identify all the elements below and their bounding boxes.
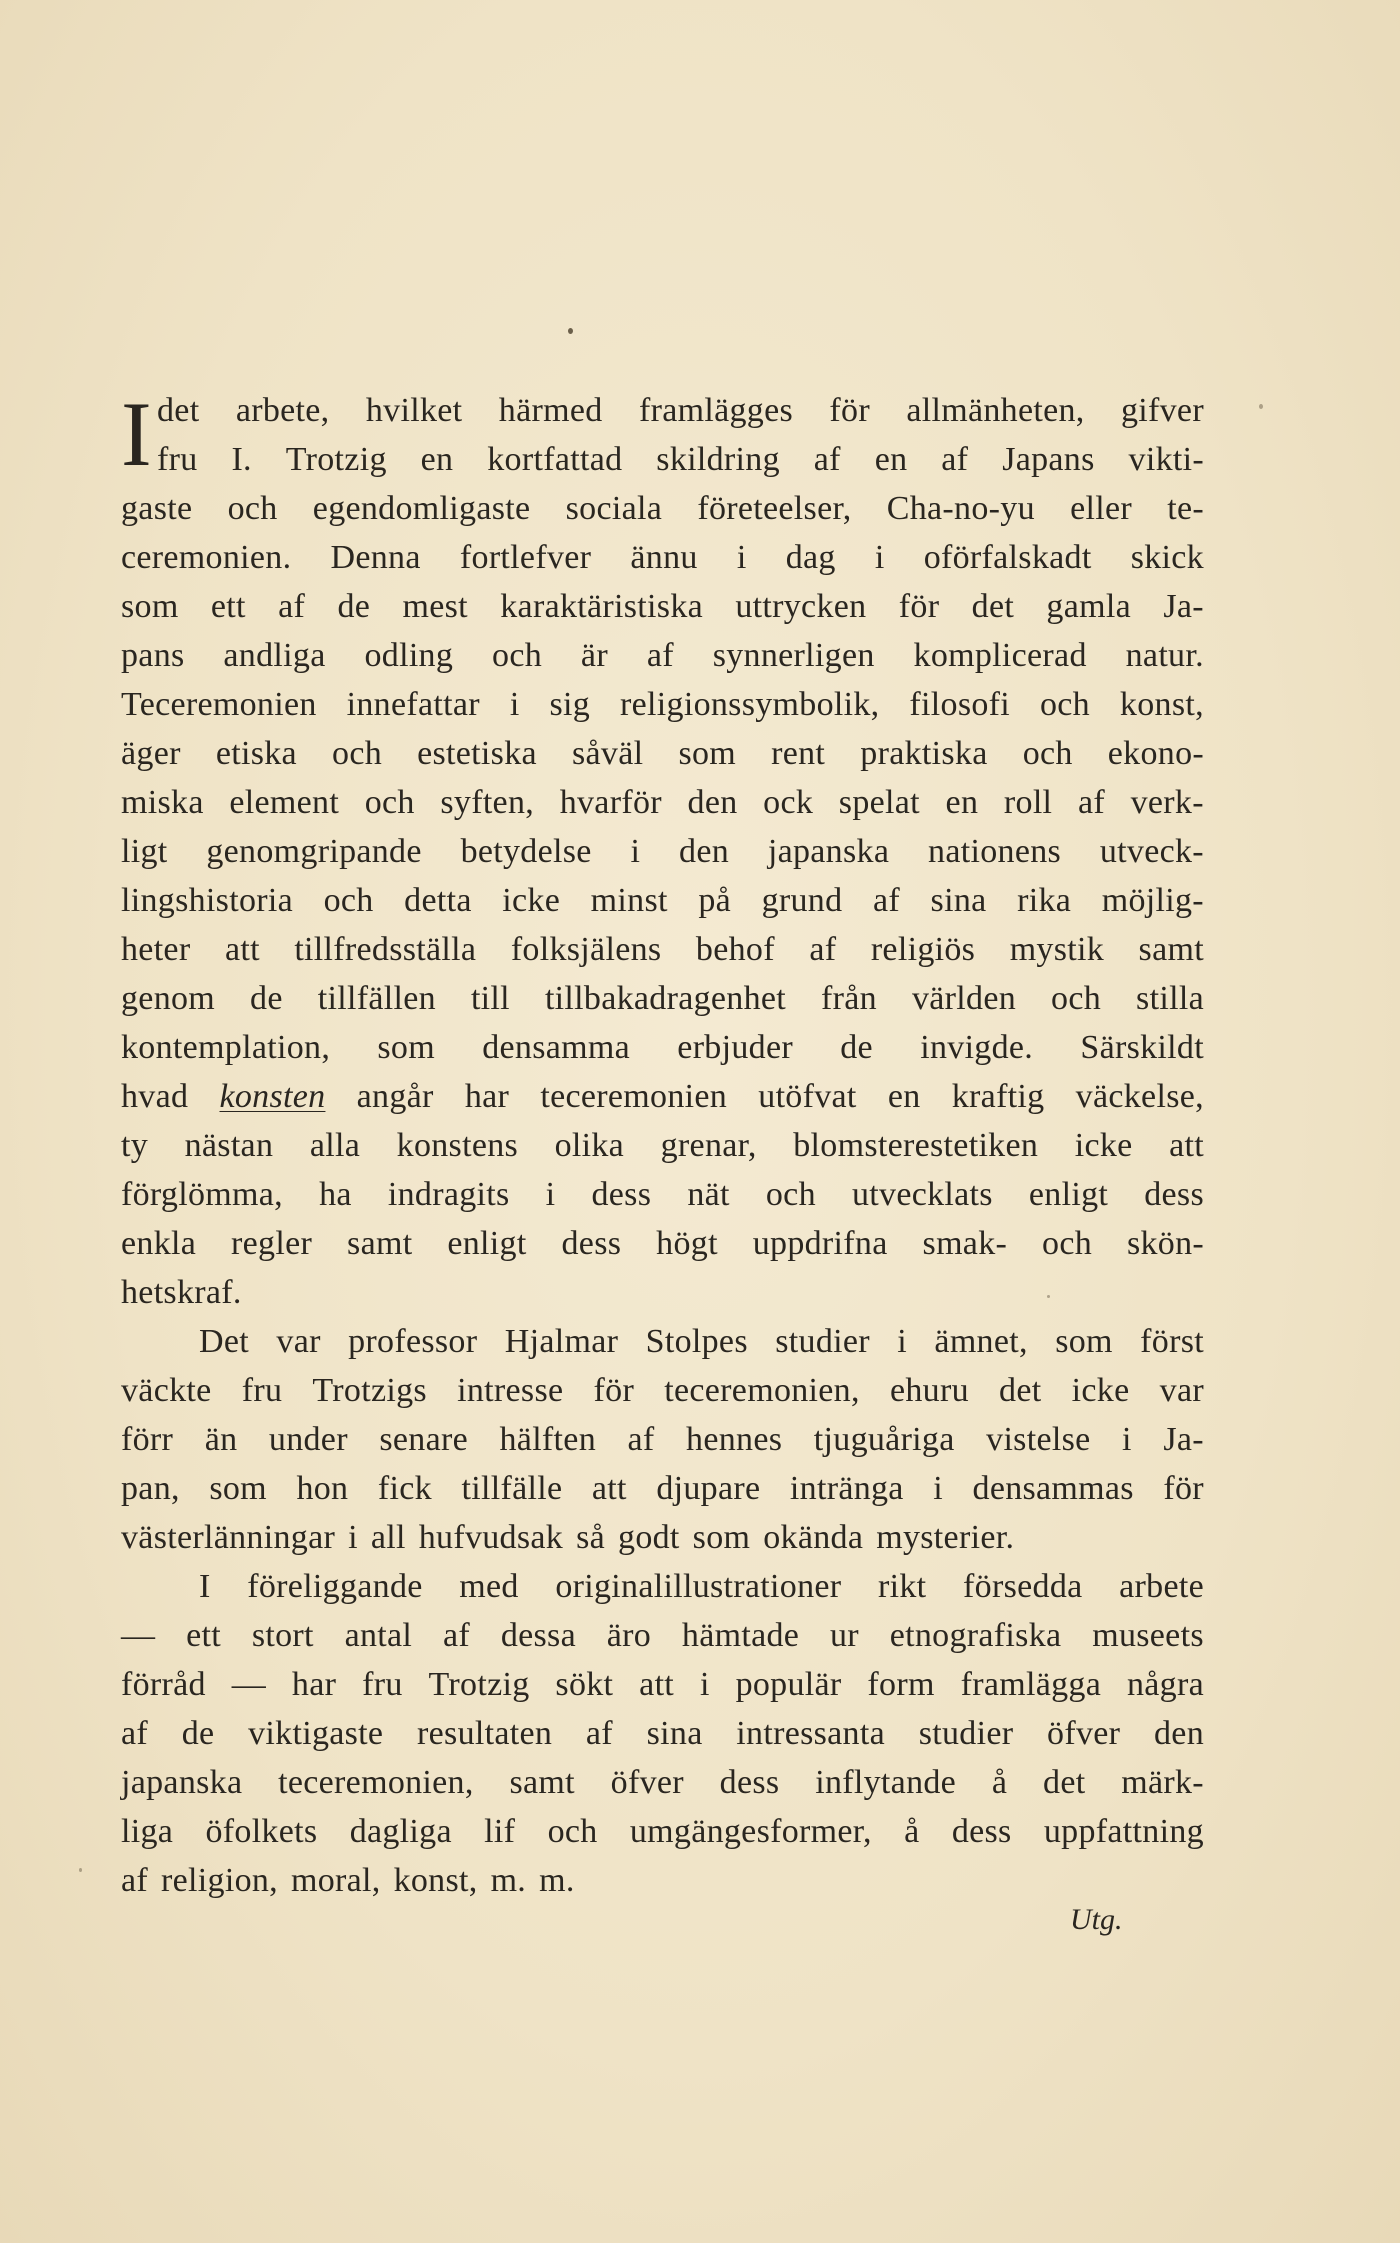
text-line: japanska teceremonien, samt öfver dess inflytande å det märk- xyxy=(121,1764,1204,1801)
text-line: som ett af de mest karaktäristiska uttrycken för det gamla Ja- xyxy=(121,588,1204,625)
text-line: Teceremonien innefattar i sig religionssymbolik, filosofi och konst, xyxy=(121,686,1204,723)
text-line: äger etiska och estetiska såväl som rent praktiska och ekono- xyxy=(121,735,1204,772)
text-line: heter att tillfredsställa folksjälens behof af religiös mystik samt xyxy=(121,931,1204,968)
text-line: hetskraf. xyxy=(121,1274,242,1311)
drop-cap: I xyxy=(121,383,152,485)
text-line: förr än under senare hälften af hennes tjuguåriga vistelse i Ja- xyxy=(121,1421,1204,1458)
text-line: förglömma, ha indragits i dess nät och utvecklats enligt dess xyxy=(121,1176,1204,1213)
text-line: af de viktigaste resultaten af sina intressanta studier öfver den xyxy=(121,1715,1204,1752)
text-line: ceremonien. Denna fortlefver ännu i dag i oförfalskadt skick xyxy=(121,539,1204,576)
text-line: I föreliggande med originalillustrationer rikt försedda arbete xyxy=(199,1568,1204,1605)
text-line: af religion, moral, konst, m. m. xyxy=(121,1862,575,1899)
text-line: fru I. Trotzig en kortfattad skildring af en af Japans vikti- xyxy=(157,441,1204,478)
text-line: Det var professor Hjalmar Stolpes studier i ämnet, som först xyxy=(199,1323,1204,1360)
paper-speck xyxy=(79,1868,82,1872)
text-line: liga öfolkets dagliga lif och umgängesformer, å dess uppfattning xyxy=(121,1813,1204,1850)
signature: Utg. xyxy=(1070,1903,1123,1936)
text-line: miska element och syften, hvarför den ock spelat en roll af verk- xyxy=(121,784,1204,821)
body-text xyxy=(121,383,1204,1905)
text-line: hvad konsten angår har teceremonien utöfvat en kraftig väckelse, xyxy=(121,1078,1204,1115)
text-line: gaste och egendomligaste sociala företeelser, Cha-no-yu eller te- xyxy=(121,490,1204,527)
text-line: förråd — har fru Trotzig sökt att i populär form framlägga några xyxy=(121,1666,1204,1703)
text-line: — ett stort antal af dessa äro hämtade ur etnografiska museets xyxy=(121,1617,1204,1654)
text-line: västerlänningar i all hufvudsak så godt som okända mysterier. xyxy=(121,1519,1015,1556)
text-line: enkla regler samt enligt dess högt uppdrifna smak- och skön- xyxy=(121,1225,1204,1262)
text-line: genom de tillfällen till tillbakadragenhet från världen och stilla xyxy=(121,980,1204,1017)
text-line: det arbete, hvilket härmed framlägges för allmänheten, gifver xyxy=(157,392,1204,429)
paper-speck xyxy=(568,328,573,334)
text-line: pan, som hon fick tillfälle att djupare intränga i densammas för xyxy=(121,1470,1204,1507)
text-line: kontemplation, som densamma erbjuder de invigde. Särskildt xyxy=(121,1029,1204,1066)
text-lines xyxy=(121,383,1204,1905)
text-line: ligt genomgripande betydelse i den japanska nationens utveck- xyxy=(121,833,1204,870)
paper-speck xyxy=(1259,404,1263,409)
text-line: pans andliga odling och är af synnerligen komplicerad natur. xyxy=(121,637,1204,674)
text-line: väckte fru Trotzigs intresse för teceremonien, ehuru det icke var xyxy=(121,1372,1204,1409)
text-line: ty nästan alla konstens olika grenar, blomsterestetiken icke att xyxy=(121,1127,1204,1164)
text-line: lingshistoria och detta icke minst på grund af sina rika möjlig- xyxy=(121,882,1204,919)
